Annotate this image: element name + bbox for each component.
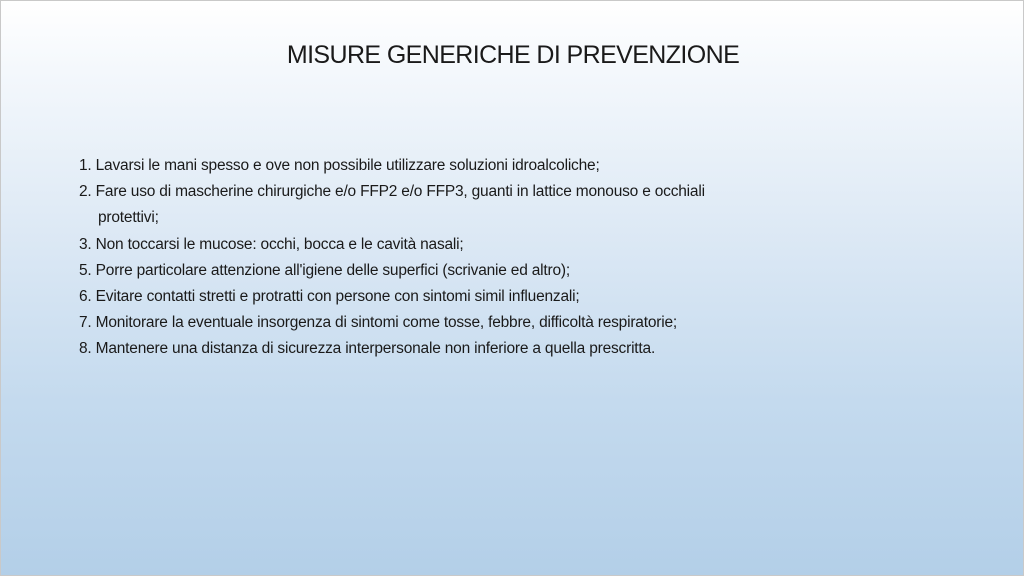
list-item	[79, 310, 959, 336]
list-item	[79, 153, 959, 179]
list-item-text: 2. Fare uso di mascherine chirurgiche e/o FFP2 e/o FFP3, guanti in lattice monouso e occhiali	[79, 183, 705, 201]
list-item-text: 1. Lavarsi le mani spesso e ove non possibile utilizzare soluzioni idroalcoliche;	[79, 157, 600, 174]
list-item	[79, 258, 959, 284]
list-item	[79, 179, 959, 231]
list-item-text: 5. Porre particolare attenzione all'igiene delle superfici (scrivanie ed altro);	[79, 261, 570, 279]
list-item-text: 3. Non toccarsi le mucose: occhi, bocca e le cavità nasali;	[79, 235, 464, 253]
list-item-continuation: protettivi;	[98, 209, 159, 227]
list-item	[79, 232, 959, 258]
list-item	[79, 336, 959, 362]
list-item-text: 6. Evitare contatti stretti e protratti con persone con sintomi simil influenzali;	[79, 288, 580, 306]
list-item-text: 8. Mantenere una distanza di sicurezza interpersonale non inferiore a quella prescritta.	[79, 340, 656, 358]
slide-title: MISURE GENERICHE DI PREVENZIONE	[286, 41, 740, 69]
list-item-text: 7. Monitorare la eventuale insorgenza di sintomi come tosse, febbre, difficoltà respiratorie;	[79, 314, 677, 332]
list-item	[79, 284, 959, 310]
prevention-list	[79, 153, 959, 363]
